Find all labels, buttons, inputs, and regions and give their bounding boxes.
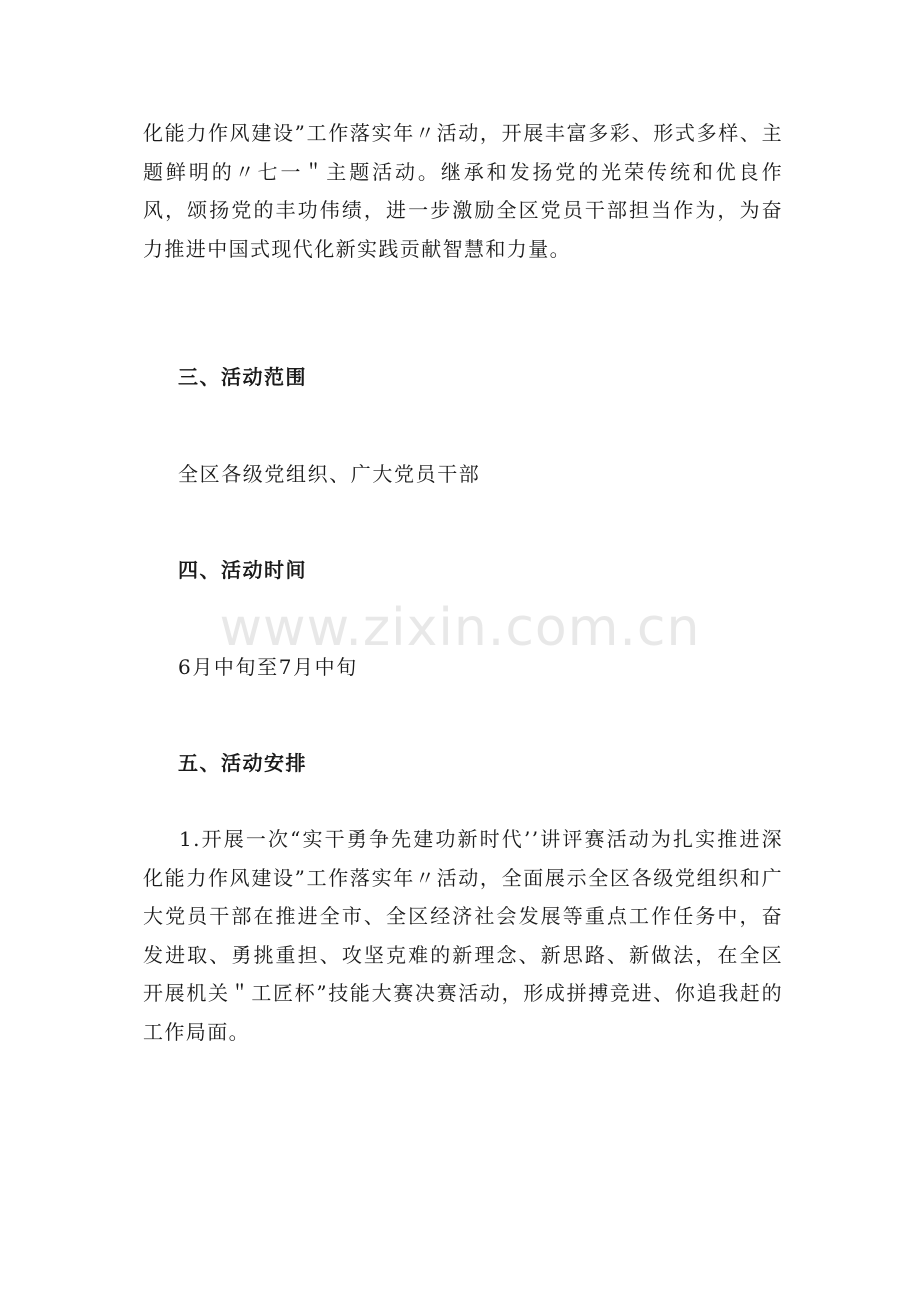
section-heading-scope: 三、活动范围	[178, 365, 307, 389]
intro-paragraph: 化能力作风建设”工作落实年〃活动，开展丰富多彩、形式多样、主题鲜明的〃七一＂主题活动。继承和发扬党的光荣传统和优良作风，颂扬党的丰功伟绩，进一步激励全区党员干部担当作为，为奋力推进中国式现代化新实践贡献智慧和力量。	[143, 121, 783, 261]
arrangement-item-1: 1.开展一次“实干勇争先建功新时代’’讲评赛活动为扎实推进深化能力作风建设”工作落实年〃活动，全面展示全区各级党组织和广大党员干部在推进全市、全区经济社会发展等重点工作任务中，奋发进取、勇挑重担、攻坚克难的新理念、新思路、新做法，在全区开展机关＂工匠杯”技能大赛决赛活动，形成拼搏竞进、你追我赶的工作局面。	[143, 827, 783, 1044]
section-heading-arrangement: 五、活动安排	[178, 751, 307, 775]
section-heading-time: 四、活动时间	[178, 558, 307, 582]
time-text: 6月中旬至7月中旬	[178, 655, 358, 679]
scope-text: 全区各级党组织、广大党员干部	[178, 462, 481, 486]
watermark-text: www.zixin.com.cn	[219, 598, 701, 658]
